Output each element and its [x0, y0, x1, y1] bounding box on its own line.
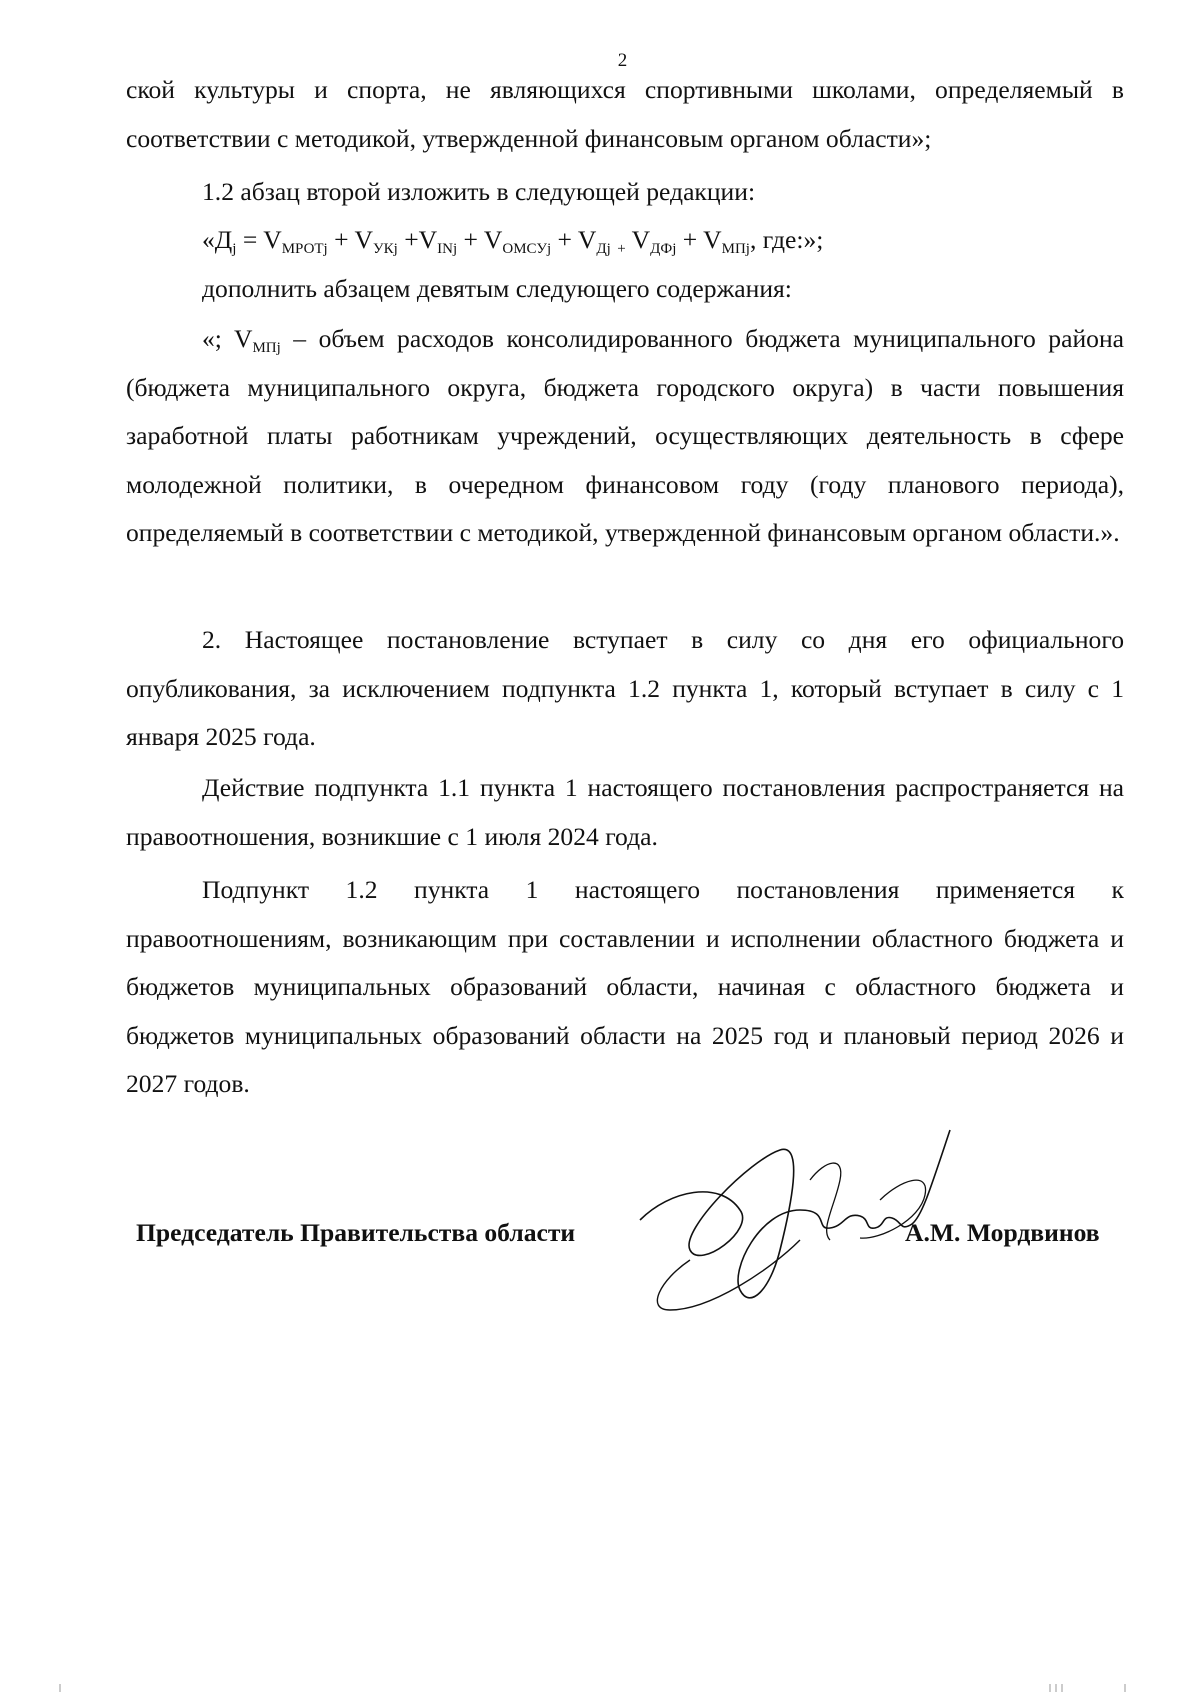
formula-sub: ДФj	[650, 241, 677, 257]
formula-part: + V	[551, 225, 597, 254]
formula-part: = V	[236, 225, 282, 254]
paragraph-3: Действие подпункта 1.1 пункта 1 настоящего постановления распространяется на правоотношения, возникшие с 1 июля 2024 года.	[126, 773, 1124, 851]
formula-part: +V	[397, 225, 438, 254]
formula-sub: МПj	[721, 241, 750, 257]
signatory-name: А.М. Мордвинов	[905, 1218, 1100, 1247]
formula-sub: j	[232, 241, 237, 257]
formula-part: , где:»;	[749, 225, 824, 254]
formula-line	[202, 216, 823, 264]
formula-sub: УКj	[373, 241, 398, 257]
vmp-text: – объем расходов консолидированного бюджета муниципального района (бюджета муниципального округа, бюджета городского округа) в части повышения заработной платы работникам учреждений, осуществляющих деятельность в сфере молодежной политики, в очередном финансовом году (году планового периода), определяемый в соответствии с методикой, утвержденной финансовым органом области.».	[126, 324, 1124, 547]
vmp-definition	[126, 315, 1124, 558]
paragraph-4: Подпункт 1.2 пункта 1 настоящего постановления применяется к правоотношениям, возникающим при составлении и исполнении областного бюджета и бюджетов муниципальных образований области, начиная с областного бюджета и бюджетов муниципальных образований области на 2025 год и плановый период 2026 и 2027 годов.	[126, 875, 1124, 1098]
signature-title: Председатель Правительства области	[136, 1218, 576, 1247]
formula-sub: ОМСУj	[502, 241, 552, 257]
formula-part: + V	[676, 225, 722, 254]
item-1-2: 1.2 абзац второй изложить в следующей редакции:	[202, 177, 756, 206]
vmp-sub: МПj	[252, 340, 281, 356]
formula-sub: +	[617, 241, 626, 257]
formula-part: + V	[327, 225, 373, 254]
formula-part: «Д	[202, 225, 233, 254]
vmp-prefix: «; V	[202, 324, 253, 353]
formula-sub: МРОТj	[281, 241, 328, 257]
formula-part: + V	[457, 225, 503, 254]
formula-sub: Дj	[596, 241, 611, 257]
add-paragraph-line: дополнить абзацем девятым следующего содержания:	[202, 274, 792, 303]
page-number: 2	[617, 50, 628, 71]
formula-part: V	[625, 225, 651, 254]
formula-sub: INj	[437, 241, 458, 257]
paragraph-intro: ской культуры и спорта, не являющихся спортивными школами, определяемый в соответствии с методикой, утвержденной финансовым органом области»;	[126, 75, 1124, 153]
paragraph-2: 2. Настоящее постановление вступает в силу со дня его официального опубликования, за исключением подпункта 1.2 пункта 1, который вступает в силу с 1 января 2025 года.	[126, 625, 1124, 751]
scan-edge-marks	[0, 1680, 1200, 1697]
